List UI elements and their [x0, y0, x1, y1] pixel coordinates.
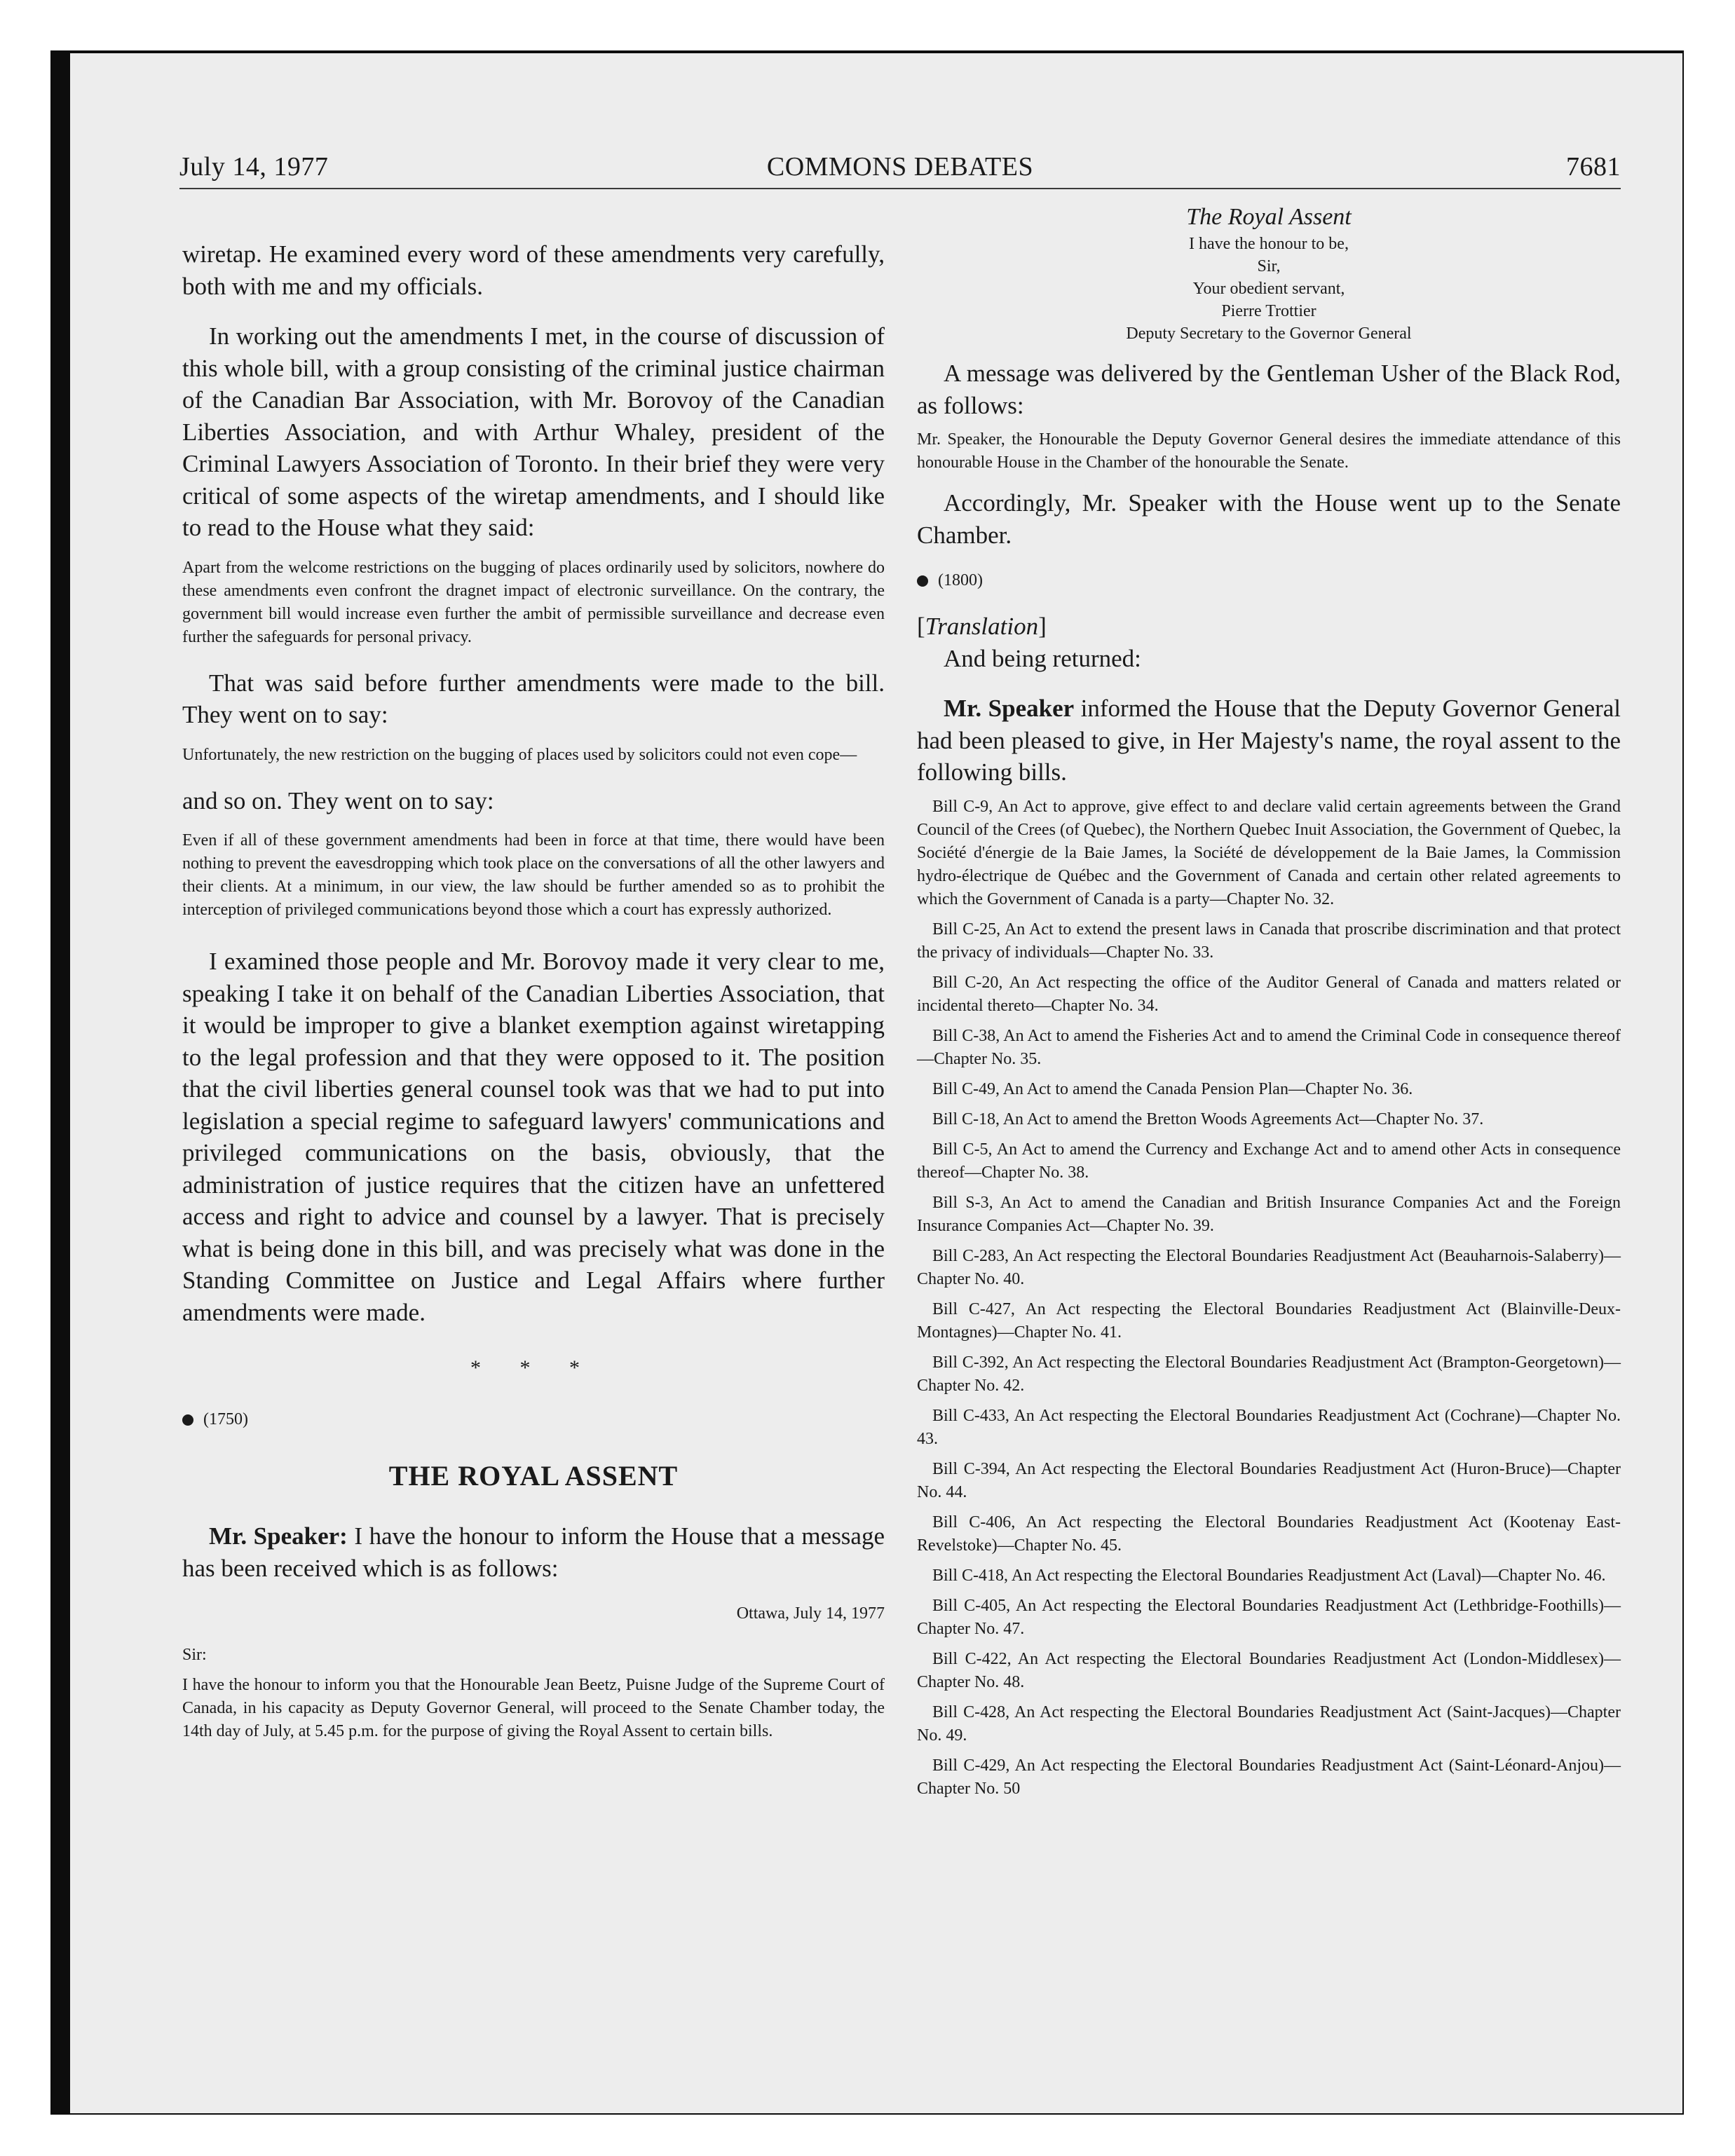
signature-line: Deputy Secretary to the Governor General: [1126, 325, 1412, 343]
signature-line: Pierre Trottier: [1221, 302, 1316, 320]
paragraph: That was said before further amendments were made to the bill. They went on to say:: [182, 669, 885, 728]
page-header: [179, 147, 1621, 189]
paragraph: and so on. They went on to say:: [182, 786, 494, 814]
bill-item: Bill C-429, An Act respecting the Electoral Boundaries Readjustment Act (Saint-Léonard-Anjou)—Chapter No. 50: [917, 1756, 1621, 1798]
letter-salutation: Sir:: [182, 1646, 207, 1664]
speaker-text: I have the honour to inform the House that a message has been received which is as follows:: [182, 1522, 885, 1582]
speaker-name: Mr. Speaker: [944, 695, 1075, 722]
bill-item: Bill C-427, An Act respecting the Electoral Boundaries Readjustment Act (Blainville-Deux-Montagnes)—Chapter No. 41.: [917, 1299, 1621, 1342]
time-marker: [917, 569, 1621, 592]
bill-item: Bill C-9, An Act to approve, give effect to and declare valid certain agreements between the Grand Council of the Crees (of Quebec), the Northern Quebec Inuit Association, the Government of Quebec, la Société d'énergie de la Baie James, la Société de développement de la Baie James, la Commission hydro-électrique de Québec and the Government of Canada and certain other related agreements to which the Government of Canada is a party—Chapter No. 32.: [917, 797, 1621, 908]
letter-dateline: Ottawa, July 14, 1977: [736, 1604, 885, 1623]
time-label: (1750): [203, 1410, 248, 1428]
header-date: July 14, 1977: [179, 152, 329, 182]
header-title: COMMONS DEBATES: [766, 152, 1034, 182]
speaker-name: Mr. Speaker:: [209, 1522, 348, 1550]
time-marker: [182, 1408, 885, 1431]
bullet-icon: [182, 1414, 193, 1426]
section-separator: * * *: [470, 1356, 597, 1379]
bill-item: Bill C-38, An Act to amend the Fisheries Act and to amend the Criminal Code in consequence thereof—Chapter No. 35.: [917, 1026, 1621, 1068]
bill-item: Bill C-422, An Act respecting the Electoral Boundaries Readjustment Act (London-Middlesex)—Chapter No. 48.: [917, 1649, 1621, 1691]
block-quote: Even if all of these government amendments had been in force at that time, there would have been nothing to prevent the eavesdropping which took place on the conversations of all the other lawyers and their clients. At a minimum, in our view, the law should be further amended so as to prohibit the interception of privileged communications beyond those which a court has expressly authorized.: [182, 831, 885, 919]
time-label: (1800): [938, 571, 983, 589]
letter-body: I have the honour to inform you that the Honourable Jean Beetz, Puisne Judge of the Supreme Court of Canada, in his capacity as Deputy Governor General, will proceed to the Senate Chamber today, the 14th day of July, at 5.45 p.m. for the purpose of giving the Royal Assent to certain bills.: [182, 1676, 885, 1740]
block-quote: Unfortunately, the new restriction on the bugging of places used by solicitors could not even cope—: [182, 745, 857, 764]
bill-item: Bill S-3, An Act to amend the Canadian and British Insurance Companies Act and the Foreign Insurance Companies Act—Chapter No. 39.: [917, 1193, 1621, 1235]
bill-item: Bill C-5, An Act to amend the Currency and Exchange Act and to amend other Acts in consequence thereof—Chapter No. 38.: [917, 1140, 1621, 1182]
bill-item: Bill C-20, An Act respecting the office of the Auditor General of Canada and matters related or incidental thereto—Chapter No. 34.: [917, 973, 1621, 1015]
bill-item: Bill C-418, An Act respecting the Electoral Boundaries Readjustment Act (Laval)—Chapter No. 46.: [932, 1566, 1606, 1585]
bill-item: Bill C-49, An Act to amend the Canada Pension Plan—Chapter No. 36.: [932, 1079, 1413, 1098]
bill-item: Bill C-283, An Act respecting the Electoral Boundaries Readjustment Act (Beauharnois-Salaberry)—Chapter No. 40.: [917, 1246, 1621, 1288]
paragraph: wiretap. He examined every word of these amendments very carefully, both with me and my officials.: [182, 240, 885, 300]
signature-line: Your obedient servant,: [1192, 280, 1345, 298]
paragraph: In working out the amendments I met, in the course of discussion of this whole bill, with a group consisting of the criminal justice chairman of the Canadian Bar Association, with Mr. Borovoy of the Canadian Liberties Association, and with Arthur Whaley, president of the Criminal Lawyers Association of Toronto. In their brief they were very critical of some aspects of the wiretap amendments, and I should like to read to the House what they said:: [182, 322, 885, 541]
right-column: [917, 202, 1621, 1801]
paragraph: And being returned:: [944, 644, 1141, 672]
block-quote: Mr. Speaker, the Honourable the Deputy Governor General desires the immediate attendance of this honourable House in the Chamber of the honourable the Senate.: [917, 430, 1621, 472]
bill-item: Bill C-433, An Act respecting the Electoral Boundaries Readjustment Act (Cochrane)—Chapter No. 43.: [917, 1406, 1621, 1448]
bill-item: Bill C-394, An Act respecting the Electoral Boundaries Readjustment Act (Huron-Bruce)—Chapter No. 44.: [917, 1459, 1621, 1501]
bill-item: Bill C-405, An Act respecting the Electoral Boundaries Readjustment Act (Lethbridge-Foothills)—Chapter No. 47.: [917, 1596, 1621, 1638]
speaker-paragraph: [182, 1520, 885, 1584]
bill-item: Bill C-392, An Act respecting the Electoral Boundaries Readjustment Act (Brampton-Georgetown)—Chapter No. 42.: [917, 1353, 1621, 1395]
bill-item: Bill C-406, An Act respecting the Electoral Boundaries Readjustment Act (Kootenay East-Revelstoke)—Chapter No. 45.: [917, 1513, 1621, 1555]
bill-list: [917, 796, 1621, 1801]
bullet-icon: [917, 575, 928, 587]
bill-item: Bill C-428, An Act respecting the Electoral Boundaries Readjustment Act (Saint-Jacques)—Chapter No. 49.: [917, 1703, 1621, 1745]
bill-item: Bill C-18, An Act to amend the Bretton Woods Agreements Act—Chapter No. 37.: [932, 1110, 1484, 1128]
paragraph: I examined those people and Mr. Borovoy made it very clear to me, speaking I take it on behalf of the Canadian Liberties Association, that it would be improper to give a blanket exemption against wiretapping to the legal profession and that they were opposed to it. The position that the civil liberties general counsel took was that we had to put into legislation a special regime to safeguard lawyers' communications and privileged communications on the basis, obviously, that the administration of justice requires that the citizen have an unfettered access and right to advice and counsel by a lawyer. That is precisely what is being done in this bill, and was precisely what was done in the Standing Committee on Justice and Legal Affairs where further amendments were made.: [182, 948, 885, 1326]
bill-item: Bill C-25, An Act to extend the present laws in Canada that proscribe discrimination and that protect the privacy of individuals—Chapter No. 33.: [917, 920, 1621, 962]
speaker-paragraph: [917, 692, 1621, 789]
block-quote: Apart from the welcome restrictions on the bugging of places ordinarily used by solicitors, nowhere do these amendments even confront the dragnet impact of electronic surveillance. On the contrary, the government bill would increase even further the ambit of permissible surveillance and decrease even further the safeguards for personal privacy.: [182, 558, 885, 646]
left-column: [182, 238, 885, 1743]
paragraph: A message was delivered by the Gentleman Usher of the Black Rod, as follows:: [917, 360, 1621, 419]
paragraph: Accordingly, Mr. Speaker with the House went up to the Senate Chamber.: [917, 489, 1621, 549]
speaker-text: informed the House that the Deputy Governor General had been pleased to give, in Her Majesty's name, the royal assent to the following bills.: [917, 695, 1621, 786]
translation-note: [Translation]: [917, 613, 1047, 640]
signature-line: Sir,: [1257, 257, 1281, 275]
section-subhead: The Royal Assent: [1186, 204, 1352, 230]
signature-line: I have the honour to be,: [1189, 235, 1349, 253]
header-page-number: 7681: [1566, 152, 1621, 182]
section-heading: THE ROYAL ASSENT: [388, 1460, 679, 1492]
